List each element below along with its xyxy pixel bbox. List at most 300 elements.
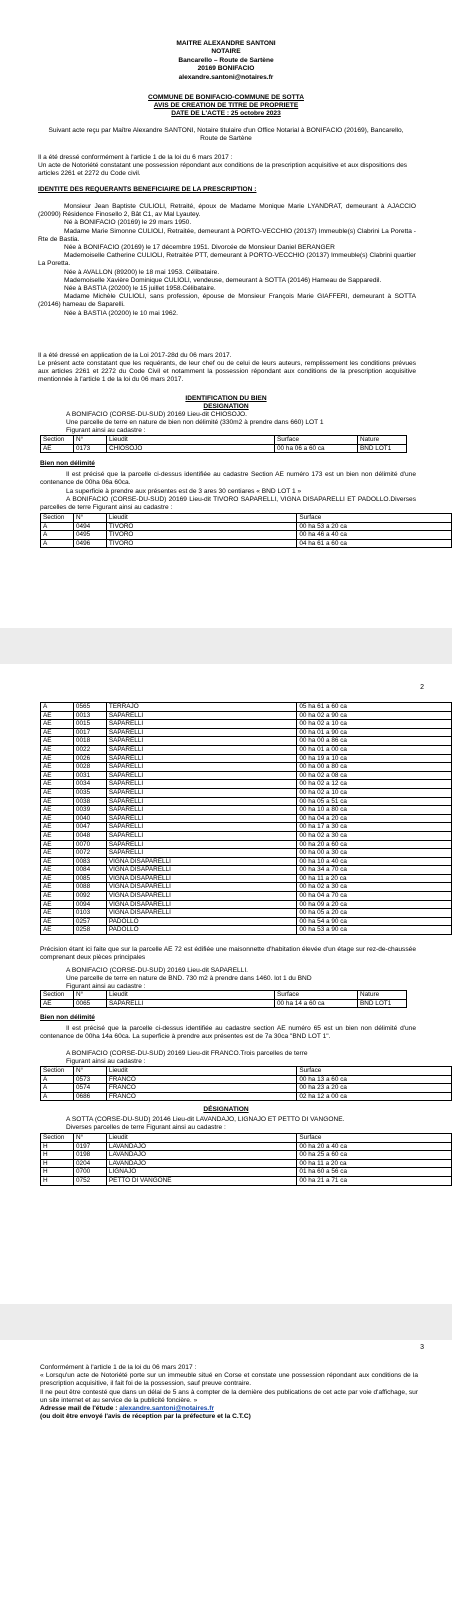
header-lieudit: Lieudit bbox=[106, 1134, 296, 1143]
table-row bbox=[41, 1159, 452, 1168]
cell-lieudit: SAPARELLI bbox=[106, 754, 297, 763]
cell-number: 0038 bbox=[73, 797, 106, 806]
header-surface: Surface bbox=[275, 991, 358, 1000]
bnd1-text: Il est précisé que la parcelle ci-dessus identifiée au cadastre Section AE numéro 173 est un bien non délimité d'une contenance de 00ha 06a 60ca. bbox=[40, 471, 416, 487]
cell-lieudit: VIGNA DISAPARELLI bbox=[106, 909, 297, 918]
cell-surface: 00 ha 17 a 30 ca bbox=[297, 823, 452, 832]
cell-section: AE bbox=[41, 892, 74, 901]
table-row bbox=[41, 849, 452, 858]
page-3 bbox=[0, 1340, 452, 1624]
table-row bbox=[41, 522, 452, 531]
cell-nature: BND LOT1 bbox=[358, 999, 407, 1008]
table-header-row bbox=[41, 991, 407, 1000]
cell-number: 0495 bbox=[73, 531, 106, 540]
cell-number: 0015 bbox=[73, 720, 106, 729]
requerant-4-birth: Née à BASTIA (20200) le 15 juillet 1958.Célibataire. bbox=[64, 285, 216, 293]
page-separator bbox=[0, 1304, 452, 1340]
cell-number: 0065 bbox=[74, 999, 107, 1008]
table-row bbox=[41, 1142, 452, 1151]
page-separator bbox=[0, 628, 452, 664]
cell-section: H bbox=[41, 1168, 74, 1177]
table-header-row bbox=[41, 1067, 452, 1076]
requerant-2: Madame Marie Simonne CULIOLI, Retraitée, demeurant à PORTO-VECCHIO (20137) Immeuble(s) Clabrini La Poretta - Rte de Bastia. bbox=[38, 227, 416, 243]
cell-section: AE bbox=[41, 831, 74, 840]
cell-section: AE bbox=[41, 711, 74, 720]
cell-surface: 00 ha 02 a 30 ca bbox=[297, 883, 452, 892]
header-surface: Surface bbox=[275, 436, 358, 445]
table-row bbox=[41, 823, 452, 832]
table-row bbox=[41, 754, 452, 763]
cell-number: 0686 bbox=[73, 1092, 106, 1101]
table-row bbox=[41, 892, 452, 901]
cell-lieudit: VIGNA DISAPARELLI bbox=[106, 866, 297, 875]
cell-lieudit: VIGNA DISAPARELLI bbox=[106, 874, 297, 883]
header-lieudit: Lieudit bbox=[107, 991, 275, 1000]
table-row bbox=[41, 1092, 452, 1101]
table-row bbox=[41, 788, 452, 797]
table-row bbox=[41, 711, 452, 720]
table-row bbox=[41, 866, 452, 875]
cell-surface: 00 ha 02 a 90 ca bbox=[297, 711, 452, 720]
lot1-description bbox=[66, 411, 416, 434]
cell-number: 0573 bbox=[73, 1075, 106, 1084]
sotta-location: A SOTTA (CORSE-DU-SUD) 20146 Lieu-dit LAVANDAJO, LIGNAJO ET PETTO DI VANGONE. bbox=[66, 1116, 345, 1123]
cell-section: AE bbox=[41, 840, 74, 849]
cell-surface: 00 ha 00 a 86 ca bbox=[297, 737, 452, 746]
lot1-nature: Une parcelle de terre en nature de bien non délimité (330m2 à prendre dans 660) LOT 1 bbox=[66, 418, 324, 426]
cell-section: AE bbox=[41, 797, 74, 806]
cell-number: 0700 bbox=[73, 1168, 106, 1177]
cell-surface: 00 ha 25 a 60 ca bbox=[297, 1151, 452, 1160]
header-section: Section bbox=[41, 991, 74, 1000]
notary-email: alexandre.santoni@notaires.fr bbox=[178, 73, 274, 81]
cell-surface: 00 ha 02 a 10 ca bbox=[297, 788, 452, 797]
cell-lieudit: PADOLLO bbox=[106, 926, 297, 935]
cell-section: AE bbox=[41, 883, 74, 892]
cell-number: 0258 bbox=[73, 926, 106, 935]
header-number: N° bbox=[73, 1134, 106, 1143]
table-row bbox=[41, 917, 452, 926]
cell-section: AE bbox=[41, 999, 74, 1008]
franco-location: A BONIFACIO (CORSE-DU-SUD) 20169 Lieu-dit FRANCO.Trois parcelles de terre bbox=[66, 1050, 308, 1057]
table-row bbox=[41, 1151, 452, 1160]
cell-surface: 00 ha 10 a 40 ca bbox=[297, 857, 452, 866]
cell-section: H bbox=[41, 1142, 74, 1151]
cell-surface: 04 ha 61 a 60 ca bbox=[297, 539, 452, 548]
cell-lieudit: SAPARELLI bbox=[106, 788, 297, 797]
cell-lieudit: FRANCO bbox=[106, 1075, 296, 1084]
bnd1-superficie: La superficie à prendre aux présentes est de 3 ares 30 centiares « BND LOT 1 » bbox=[66, 488, 302, 495]
requerant-5: Madame Michèle CULIOLI, sans profession, épouse de Monsieur François Marie GIAFFERI, demeurant à SOTTA (20146) hameau de Saparelli. bbox=[38, 293, 416, 309]
table-header-row bbox=[41, 436, 407, 445]
cell-lieudit: SAPARELLI bbox=[106, 831, 297, 840]
designation-heading: DESIGNATION bbox=[203, 403, 249, 410]
cell-surface: 02 ha 12 a 00 ca bbox=[297, 1092, 452, 1101]
table-row bbox=[41, 857, 452, 866]
cell-number: 0013 bbox=[73, 711, 106, 720]
cell-surface: 00 ha 00 a 30 ca bbox=[297, 849, 452, 858]
page-number: 3 bbox=[420, 1344, 424, 1351]
cell-lieudit: PADOLLO bbox=[106, 917, 297, 926]
cell-number: 0048 bbox=[73, 831, 106, 840]
document-title bbox=[0, 94, 452, 119]
sotta-description bbox=[66, 1116, 416, 1132]
table-row bbox=[41, 1075, 452, 1084]
notary-header bbox=[0, 40, 452, 82]
cadastre-table-chiosojo bbox=[40, 435, 407, 453]
header-number: N° bbox=[74, 991, 107, 1000]
cell-surface: 00 ha 14 a 60 ca bbox=[275, 999, 358, 1008]
title-commune: COMMUNE DE BONIFACIO-COMMUNE DE SOTTA bbox=[148, 94, 304, 101]
page-number: 2 bbox=[420, 684, 424, 691]
header-lieudit: Lieudit bbox=[106, 514, 296, 523]
cell-section: AE bbox=[41, 917, 74, 926]
requerant-2-birth: Née à BONIFACIO (20169) le 17 décembre 1951. Divorcée de Monsieur Daniel BERANGER bbox=[64, 244, 335, 252]
notary-title: NOTAIRE bbox=[211, 48, 241, 56]
cell-section: AE bbox=[41, 737, 74, 746]
cell-number: 0072 bbox=[73, 849, 106, 858]
sotta-cadastre: Diverses parcelles de terre Figurant ainsi au cadastre : bbox=[66, 1123, 226, 1131]
cell-lieudit: SAPARELLI bbox=[106, 737, 297, 746]
cell-surface: 01 ha 60 a 56 ca bbox=[297, 1168, 452, 1177]
cell-lieudit: SAPARELLI bbox=[106, 806, 297, 815]
cell-surface: 00 ha 06 a 60 ca bbox=[275, 444, 358, 453]
cadastre-table-franco bbox=[40, 1066, 452, 1101]
cell-number: 0094 bbox=[73, 900, 106, 909]
cell-surface: 00 ha 01 a 90 ca bbox=[297, 728, 452, 737]
cell-section: A bbox=[41, 1075, 74, 1084]
table-row bbox=[41, 1168, 452, 1177]
header-section: Section bbox=[41, 1134, 74, 1143]
header-number: N° bbox=[73, 1067, 106, 1076]
cell-number: 0039 bbox=[73, 806, 106, 815]
cell-number: 0035 bbox=[73, 788, 106, 797]
cell-lieudit: SAPARELLI bbox=[106, 823, 297, 832]
cell-surface: 00 ha 19 a 10 ca bbox=[297, 754, 452, 763]
table-row bbox=[41, 763, 452, 772]
cell-surface: 00 ha 54 a 90 ca bbox=[297, 917, 452, 926]
table-row bbox=[41, 771, 452, 780]
bnd-heading-2: Bien non délimité bbox=[40, 1014, 95, 1021]
table-row bbox=[41, 737, 452, 746]
cell-number: 0197 bbox=[73, 1142, 106, 1151]
cell-number: 0092 bbox=[73, 892, 106, 901]
cell-lieudit: SAPARELLI bbox=[106, 797, 297, 806]
table-row bbox=[41, 539, 452, 548]
cell-lieudit: SAPARELLI bbox=[107, 999, 275, 1008]
cell-surface: 00 ha 01 a 00 ca bbox=[297, 745, 452, 754]
lot1-location: A BONIFACIO (CORSE-DU-SUD) 20169 Lieu-dit CHIOSOJO. bbox=[66, 411, 248, 418]
cell-number: 0565 bbox=[73, 703, 106, 712]
cell-section: AE bbox=[41, 900, 74, 909]
table-row bbox=[41, 999, 407, 1008]
closing-article: Conformément à l'article 1 de la loi du 06 mars 2017 : bbox=[40, 1364, 197, 1371]
cell-lieudit: TIVORO bbox=[106, 539, 296, 548]
cell-lieudit: SAPARELLI bbox=[106, 849, 297, 858]
cell-number: 0198 bbox=[73, 1151, 106, 1160]
cell-section: A bbox=[41, 539, 74, 548]
cell-section: AE bbox=[41, 728, 74, 737]
cell-section: AE bbox=[41, 857, 74, 866]
table-row bbox=[41, 444, 407, 453]
table-header-row bbox=[41, 1134, 452, 1143]
closing-quote-2: Il ne peut être contesté que dans un délai de 5 ans à compter de la dernière des publications de cet acte par voie d'affichage, sur un site internet et au service de la publicité foncière. » bbox=[40, 1388, 418, 1404]
cell-surface: 00 ha 46 a 40 ca bbox=[297, 531, 452, 540]
cell-section: AE bbox=[41, 771, 74, 780]
cell-section: H bbox=[41, 1176, 74, 1185]
cell-section: AE bbox=[41, 823, 74, 832]
header-section: Section bbox=[41, 514, 74, 523]
cell-number: 0070 bbox=[73, 840, 106, 849]
table-row bbox=[41, 531, 452, 540]
table-row bbox=[41, 883, 452, 892]
notary-name: MAITRE ALEXANDRE SANTONI bbox=[176, 40, 276, 47]
cell-surface: 00 ha 10 a 80 ca bbox=[297, 806, 452, 815]
title-date: DATE DE L'ACTE : 25 octobre 2023 bbox=[171, 110, 281, 118]
cell-lieudit: TERRAJO bbox=[106, 703, 297, 712]
cell-number: 0083 bbox=[73, 857, 106, 866]
cell-surface: 00 ha 02 a 12 ca bbox=[297, 780, 452, 789]
cell-section: A bbox=[41, 703, 74, 712]
cadastre-table-tivoro bbox=[40, 513, 452, 548]
cell-section: A bbox=[41, 522, 74, 531]
cell-section: H bbox=[41, 1159, 74, 1168]
closing-quote-1: « Lorsqu'un acte de Notoriété porte sur un immeuble situé en Corse et constate une possession répondant aux conditions de la prescription acquisitive, il fait foi de la possession, sauf preuve contraire. bbox=[40, 1372, 418, 1388]
requerant-5-birth: Née à BASTIA (20200) le 10 mai 1962. bbox=[64, 309, 178, 317]
cell-section: AE bbox=[41, 814, 74, 823]
cell-section: AE bbox=[41, 763, 74, 772]
page-2 bbox=[0, 664, 452, 1304]
cell-section: A bbox=[41, 1084, 74, 1093]
cell-lieudit: SAPARELLI bbox=[106, 763, 297, 772]
header-section: Section bbox=[41, 1067, 74, 1076]
para-loi: Il a été dressé en application de la Loi 2017-28d du 06 mars 2017. bbox=[38, 352, 232, 359]
cell-section: AE bbox=[41, 806, 74, 815]
para-article: Il a été dressé conformément à l'article 1 de la loi du 6 mars 2017 : bbox=[38, 154, 233, 161]
para-acte: Un acte de Notoriété constatant une possession répondant aux conditions de la prescription acquisitive et aux dispositions des articles 2261 et 2272 du Code civil. bbox=[38, 162, 408, 178]
table-row bbox=[41, 703, 452, 712]
cell-number: 0088 bbox=[73, 883, 106, 892]
saparelli-nature: Une parcelle de terre en nature de BND. 730 m2 à prendre dans 1460. lot 1 du BND bbox=[66, 974, 312, 982]
cell-surface: 00 ha 02 a 30 ca bbox=[297, 831, 452, 840]
table-row bbox=[41, 840, 452, 849]
table-row bbox=[41, 745, 452, 754]
cell-lieudit: LIGNAJO bbox=[106, 1168, 296, 1177]
cell-number: 0574 bbox=[73, 1084, 106, 1093]
saparelli-description bbox=[66, 967, 416, 990]
requerant-4: Mademoiselle Xavière Dominique CULIOLI, vendeuse, demeurant à SOTTA (20146) Hameau de Sapparedil. bbox=[64, 276, 382, 284]
precision-text: Précision étant ici faite que sur la parcelle AE 72 est édifiée une maisonnette d'habitation élevée d'un étage sur rez-de-chaussée comprenant deux pièces principales bbox=[40, 946, 416, 962]
cell-number: 0031 bbox=[73, 771, 106, 780]
identification-title bbox=[0, 395, 452, 411]
cell-nature: BND LOT1 bbox=[358, 444, 407, 453]
cell-surface: 00 ha 04 a 70 ca bbox=[297, 892, 452, 901]
cell-number: 0040 bbox=[73, 814, 106, 823]
header-nature: Nature bbox=[358, 436, 407, 445]
requerants-list bbox=[38, 203, 416, 318]
requerant-1: Monsieur Jean Baptiste CULIOLI, Retraité, époux de Madame Monique Marie LYANDRAT, demeurant à AJACCIO (20090) Résidence Finosello 2, Bât C1, av Mal Lyautey. bbox=[38, 203, 416, 219]
cell-surface: 05 ha 61 a 60 ca bbox=[297, 703, 452, 712]
cell-lieudit: VIGNA DISAPARELLI bbox=[106, 892, 297, 901]
closing-text bbox=[40, 1364, 418, 1421]
cell-surface: 00 ha 53 a 90 ca bbox=[297, 926, 452, 935]
cell-number: 0022 bbox=[73, 745, 106, 754]
cell-surface: 00 ha 20 a 40 ca bbox=[297, 1142, 452, 1151]
ident-bien-heading: IDENTIFICATION DU BIEN bbox=[185, 395, 267, 402]
cell-section: AE bbox=[41, 780, 74, 789]
cell-number: 0204 bbox=[73, 1159, 106, 1168]
cell-section: AE bbox=[41, 720, 74, 729]
designation-heading-2: DÉSIGNATION bbox=[203, 1106, 249, 1113]
cell-number: 0085 bbox=[73, 874, 106, 883]
cell-surface: 00 ha 21 a 71 ca bbox=[297, 1176, 452, 1185]
closing-note: (ou doit être envoyé l'avis de réception par la préfecture et la C.T.C) bbox=[40, 1413, 251, 1421]
cell-lieudit: TIVORO bbox=[106, 522, 296, 531]
table-row bbox=[41, 728, 452, 737]
saparelli-cadastre: Figurant ainsi au cadastre : bbox=[66, 982, 146, 990]
header-lieudit: Lieudit bbox=[106, 1067, 296, 1076]
header-surface: Surface bbox=[297, 1134, 452, 1143]
cell-lieudit: SAPARELLI bbox=[106, 771, 297, 780]
cell-lieudit: VIGNA DISAPARELLI bbox=[106, 857, 297, 866]
table-row bbox=[41, 1176, 452, 1185]
cell-surface: 00 ha 04 a 20 ca bbox=[297, 814, 452, 823]
table-row bbox=[41, 874, 452, 883]
cell-number: 0026 bbox=[73, 754, 106, 763]
cell-number: 0752 bbox=[73, 1176, 106, 1185]
email-label: Adresse mail de l'étude : bbox=[40, 1405, 120, 1413]
cell-number: 0496 bbox=[73, 539, 106, 548]
cell-number: 0494 bbox=[73, 522, 106, 531]
table-header-row bbox=[41, 514, 452, 523]
cell-surface: 00 ha 11 a 20 ca bbox=[297, 874, 452, 883]
cell-lieudit: TIVORO bbox=[106, 531, 296, 540]
table-row bbox=[41, 831, 452, 840]
cell-section: AE bbox=[41, 788, 74, 797]
cell-section: AE bbox=[41, 926, 74, 935]
cell-section: AE bbox=[41, 874, 74, 883]
cell-surface: 00 ha 00 a 80 ca bbox=[297, 763, 452, 772]
cadastre-table-saparelli bbox=[40, 990, 407, 1008]
email-link[interactable]: alexandre.santoni@notaires.fr bbox=[119, 1405, 215, 1413]
cell-lieudit: SAPARELLI bbox=[106, 780, 297, 789]
table-row bbox=[41, 814, 452, 823]
table-row bbox=[41, 926, 452, 935]
cell-surface: 00 ha 34 a 70 ca bbox=[297, 866, 452, 875]
para-conditions: Le présent acte constatant que les requérants, de leur chef ou de celui de leurs auteurs, remplissement les conditions prévues aux articles 2261 et 2272 du Code Civil et notamment la possession répondant aux conditions de la prescription acquisitive mentionnée à l'article 1 de la loi du 06 mars 2017. bbox=[38, 360, 416, 384]
requerant-3-birth: Née à AVALLON (89200) le 18 mai 1953. Célibataire. bbox=[64, 268, 220, 276]
title-avis: AVIS DE CREATION DE TITRE DE PROPRIETE bbox=[153, 102, 299, 110]
cell-lieudit: SAPARELLI bbox=[106, 728, 297, 737]
requerant-1-birth: Né à BONIFACIO (20169) le 29 mars 1950. bbox=[64, 219, 192, 227]
cell-lieudit: LAVANDAJO bbox=[106, 1151, 296, 1160]
cell-lieudit: LAVANDAJO bbox=[106, 1142, 296, 1151]
cell-lieudit: SAPARELLI bbox=[106, 711, 297, 720]
cell-number: 0257 bbox=[73, 917, 106, 926]
cell-section: AE bbox=[41, 849, 74, 858]
cell-lieudit: LAVANDAJO bbox=[106, 1159, 296, 1168]
cell-surface: 00 ha 02 a 08 ca bbox=[297, 771, 452, 780]
franco-description bbox=[66, 1050, 416, 1066]
cell-surface: 00 ha 53 a 20 ca bbox=[297, 522, 452, 531]
header-surface: Surface bbox=[297, 514, 452, 523]
cell-lieudit: SAPARELLI bbox=[106, 745, 297, 754]
cell-section: A bbox=[41, 531, 74, 540]
cell-section: AE bbox=[41, 909, 74, 918]
notary-address: Bancarello – Route de Sartène bbox=[178, 56, 274, 64]
requerant-3: Mademoiselle Catherine CULIOLI, Retraitée PTT, demeurant à PORTO-VECCHIO (20137) Immeuble(s) Clabrini quartier La Poretta. bbox=[38, 252, 416, 268]
cell-section: AE bbox=[41, 444, 74, 453]
cell-lieudit: CHIOSOJO bbox=[107, 444, 275, 453]
cell-surface: 00 ha 11 a 20 ca bbox=[297, 1159, 452, 1168]
header-surface: Surface bbox=[297, 1067, 452, 1076]
cell-lieudit: SAPARELLI bbox=[106, 720, 297, 729]
cell-surface: 00 ha 09 a 20 ca bbox=[297, 900, 452, 909]
cell-surface: 00 ha 02 a 10 ca bbox=[297, 720, 452, 729]
cell-surface: 00 ha 05 a 20 ca bbox=[297, 909, 452, 918]
cell-surface: 00 ha 13 a 60 ca bbox=[297, 1075, 452, 1084]
header-number: N° bbox=[73, 514, 106, 523]
cell-number: 0084 bbox=[73, 866, 106, 875]
cell-lieudit: FRANCO bbox=[106, 1084, 296, 1093]
header-number: N° bbox=[74, 436, 107, 445]
cadastre-table-saparelli-list bbox=[40, 702, 452, 935]
header-lieudit: Lieudit bbox=[107, 436, 275, 445]
cell-number: 0017 bbox=[73, 728, 106, 737]
franco-cadastre: Figurant ainsi au cadastre : bbox=[66, 1057, 146, 1065]
cell-section: H bbox=[41, 1151, 74, 1160]
cadastre-table-sotta bbox=[40, 1133, 452, 1186]
cell-surface: 00 ha 05 a 51 ca bbox=[297, 797, 452, 806]
header-section: Section bbox=[41, 436, 74, 445]
cell-number: 0028 bbox=[73, 763, 106, 772]
cell-number: 0173 bbox=[74, 444, 107, 453]
cell-number: 0018 bbox=[73, 737, 106, 746]
table-row bbox=[41, 780, 452, 789]
identite-title: IDENTITE DES REQUERANTS BENEFICIAIRE DE LA PRESCRIPTION : bbox=[38, 186, 257, 193]
cell-lieudit: SAPARELLI bbox=[106, 840, 297, 849]
table-row bbox=[41, 1084, 452, 1093]
cell-section: AE bbox=[41, 745, 74, 754]
header-nature: Nature bbox=[358, 991, 407, 1000]
table-row bbox=[41, 806, 452, 815]
cell-lieudit: SAPARELLI bbox=[106, 814, 297, 823]
cell-section: AE bbox=[41, 754, 74, 763]
bnd2-text: Il est précisé que la parcelle ci-dessus identifiée au cadastre section AE numéro 65 est un bien non délimité d'une contenance de 00ha 14a 60ca. La superficie à prendre aux présentes est de 7a 30ca "BND LOT 1". bbox=[40, 1025, 416, 1041]
intro-text: Suivant acte reçu par Maître Alexandre SANTONI, Notaire titulaire d'un Office Notarial à BONIFACIO (20169), Bancarello, Route de Sartène bbox=[48, 127, 404, 143]
table-row bbox=[41, 900, 452, 909]
cell-lieudit: FRANCO bbox=[106, 1092, 296, 1101]
cell-section: A bbox=[41, 1092, 74, 1101]
cell-surface: 00 ha 20 a 60 ca bbox=[297, 840, 452, 849]
cell-section: AE bbox=[41, 866, 74, 875]
closing-email-line bbox=[40, 1405, 418, 1413]
notary-city: 20169 BONIFACIO bbox=[197, 65, 255, 73]
cell-lieudit: VIGNA DISAPARELLI bbox=[106, 900, 297, 909]
page-1 bbox=[0, 0, 452, 628]
cell-number: 0047 bbox=[73, 823, 106, 832]
cell-lieudit: PETTO DI VANGONE bbox=[106, 1176, 296, 1185]
table-row bbox=[41, 720, 452, 729]
cell-number: 0103 bbox=[73, 909, 106, 918]
tivoro-text: A BONIFACIO (CORSE-DU-SUD) 20169 Lieu-dit TIVORO SAPARELLI, VIGNA DISAPARELLI ET PADOLLO.Diverses parcelles de terre Figurant ainsi au cadastre : bbox=[40, 496, 416, 512]
cell-surface: 00 ha 23 a 20 ca bbox=[297, 1084, 452, 1093]
cell-lieudit: VIGNA DISAPARELLI bbox=[106, 883, 297, 892]
table-row bbox=[41, 797, 452, 806]
table-row bbox=[41, 909, 452, 918]
saparelli-location: A BONIFACIO (CORSE-DU-SUD) 20169 Lieu-dit SAPARELLI. bbox=[66, 967, 248, 974]
cell-number: 0034 bbox=[73, 780, 106, 789]
